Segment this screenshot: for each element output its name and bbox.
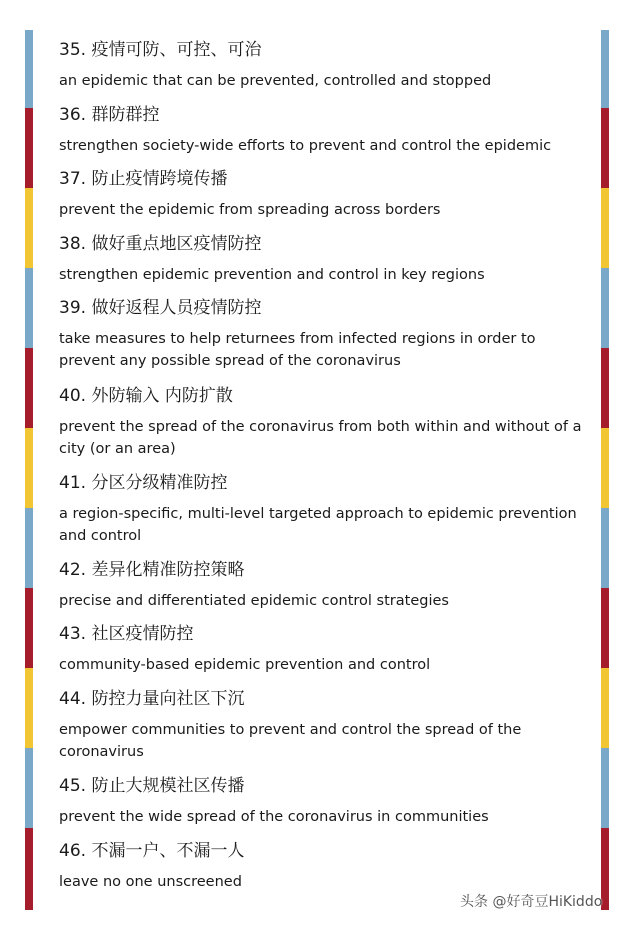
entry-35 xyxy=(59,38,589,92)
entry-english: community-based epidemic prevention and control xyxy=(59,657,431,673)
entry-chinese: 46. 不漏一户、不漏一人 xyxy=(59,841,245,861)
bar-seg-blue xyxy=(25,508,33,588)
bar-seg-yellow xyxy=(601,188,609,268)
bar-seg-red xyxy=(25,588,33,668)
bar-seg-blue xyxy=(601,268,609,348)
entry-english: an epidemic that can be prevented, controlled and stopped xyxy=(59,73,492,89)
bar-seg-red xyxy=(601,588,609,668)
entry-english: take measures to help returnees from infected regions in order to prevent any possible spread of the coronavirus xyxy=(59,331,536,369)
bar-seg-blue xyxy=(601,508,609,588)
entry-chinese: 40. 外防输入 内防扩散 xyxy=(59,386,233,406)
entry-41 xyxy=(59,471,589,547)
left-color-bar xyxy=(25,30,33,910)
entry-english: strengthen epidemic prevention and control in key regions xyxy=(59,267,485,283)
bar-seg-red xyxy=(601,348,609,428)
right-color-bar xyxy=(601,30,609,910)
entry-38 xyxy=(59,232,589,286)
entry-40 xyxy=(59,384,589,460)
entry-english: precise and differentiated epidemic control strategies xyxy=(59,593,449,609)
entry-english: empower communities to prevent and control the spread of the coronavirus xyxy=(59,722,522,760)
entry-english: prevent the spread of the coronavirus from both within and without of a city (or an area) xyxy=(59,419,582,457)
entry-chinese: 45. 防止大规模社区传播 xyxy=(59,776,245,796)
entry-chinese: 44. 防控力量向社区下沉 xyxy=(59,689,245,709)
entry-chinese: 36. 群防群控 xyxy=(59,105,160,125)
entry-chinese: 35. 疫情可防、可控、可治 xyxy=(59,40,262,60)
bar-seg-red xyxy=(601,108,609,188)
watermark: 头条 @好奇豆HiKiddo xyxy=(460,894,603,910)
entry-37 xyxy=(59,167,589,221)
entry-chinese: 43. 社区疫情防控 xyxy=(59,624,194,644)
bar-seg-red xyxy=(25,828,33,910)
entry-43 xyxy=(59,622,589,676)
entry-chinese: 41. 分区分级精准防控 xyxy=(59,473,228,493)
entry-english: prevent the wide spread of the coronavirus in communities xyxy=(59,809,489,825)
entry-42 xyxy=(59,558,589,612)
entry-english: leave no one unscreened xyxy=(59,874,242,890)
bar-seg-yellow xyxy=(601,668,609,748)
bar-seg-blue xyxy=(25,30,33,108)
bar-seg-yellow xyxy=(25,428,33,508)
bar-seg-blue xyxy=(601,30,609,108)
entry-44 xyxy=(59,687,589,763)
entry-46 xyxy=(59,839,589,893)
bar-seg-yellow xyxy=(25,668,33,748)
entry-chinese: 38. 做好重点地区疫情防控 xyxy=(59,234,262,254)
entry-english: a region-specific, multi-level targeted approach to epidemic prevention and control xyxy=(59,506,577,544)
bar-seg-blue xyxy=(25,268,33,348)
bar-seg-blue xyxy=(601,748,609,828)
bar-seg-red xyxy=(25,348,33,428)
entry-chinese: 39. 做好返程人员疫情防控 xyxy=(59,298,262,318)
bar-seg-yellow xyxy=(25,188,33,268)
bar-seg-red xyxy=(25,108,33,188)
bar-seg-blue xyxy=(25,748,33,828)
entry-36 xyxy=(59,103,589,157)
bar-seg-yellow xyxy=(601,428,609,508)
entry-chinese: 37. 防止疫情跨境传播 xyxy=(59,169,228,189)
entry-45 xyxy=(59,774,589,828)
entry-english: prevent the epidemic from spreading across borders xyxy=(59,202,441,218)
entry-39 xyxy=(59,296,589,372)
entry-chinese: 42. 差异化精准防控策略 xyxy=(59,560,245,580)
entry-english: strengthen society-wide efforts to prevent and control the epidemic xyxy=(59,138,552,154)
